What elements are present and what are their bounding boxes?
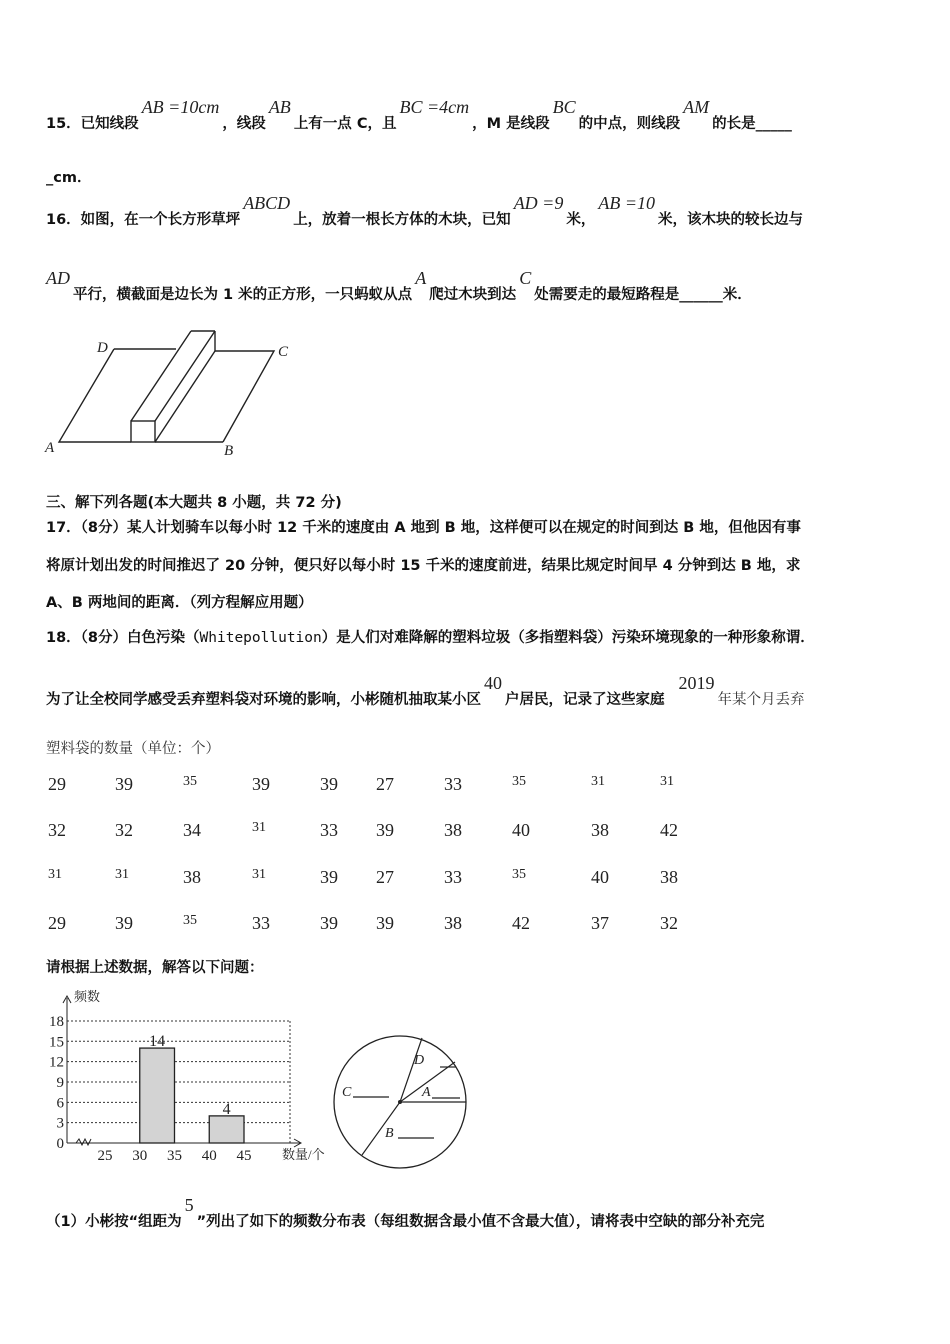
math: BC	[552, 97, 576, 117]
data-cell: 31	[252, 867, 266, 882]
text: Whitepollution	[199, 630, 322, 646]
text: ）是人们对难降解的塑料垃圾（多指塑料袋）污染环境现象的一种形象称谓．	[321, 630, 815, 646]
y-tick-label: 3	[56, 1115, 64, 1132]
text: 处需要走的最短路程是______米．	[534, 287, 752, 303]
data-cell: 38	[444, 820, 462, 840]
text: 17．（8分）某人计划骑车以每小时 12 千米的速度由 A 地到 B 地，这样便可以在规定的时间到达 B 地，但他因有事	[46, 520, 801, 536]
pie-label-a: A	[422, 1085, 431, 1100]
y-axis-label: 频数	[74, 989, 101, 1004]
pie-chart	[0, 0, 480, 1175]
data-cell: 31	[591, 774, 605, 789]
data-cell: 32	[660, 913, 678, 933]
bar-value-label: 14	[149, 1033, 166, 1051]
data-cell: 39	[115, 913, 133, 933]
data-cell: 38	[591, 820, 609, 840]
text: ”列出了如下的频数分布表（每组数据含最小值不含最大值），请将表中空缺的部分补充完	[196, 1214, 765, 1230]
data-cell: 38	[183, 867, 201, 887]
text: 请根据上述数据，解答以下问题：	[46, 960, 264, 976]
bar-value-label: 4	[222, 1100, 231, 1118]
data-cell: 37	[591, 913, 609, 933]
math: AM	[683, 97, 710, 117]
math: ABCD	[243, 193, 291, 213]
data-cell: 33	[444, 867, 462, 887]
data-cell: 42	[512, 913, 530, 933]
pie-label-b: B	[385, 1126, 394, 1141]
math: 2019	[678, 673, 715, 693]
data-cell: 35	[183, 913, 197, 928]
data-cell: 29	[48, 774, 66, 794]
data-cell: 39	[320, 774, 338, 794]
data-cell: 35	[183, 774, 197, 789]
x-tick-label: 40	[201, 1148, 217, 1164]
data-cell: 32	[48, 820, 66, 840]
data-cell: 31	[48, 867, 62, 882]
data-cell: 38	[660, 867, 678, 887]
data-cell: 39	[320, 913, 338, 933]
text: 户居民，记录了这些家庭	[505, 692, 665, 708]
text: 爬过木块到达	[429, 287, 517, 303]
math: 5	[184, 1195, 194, 1215]
data-cell: 31	[115, 867, 129, 882]
y-tick-label: 18	[49, 1013, 64, 1030]
text: 的中点，则线段	[578, 116, 681, 132]
x-tick-label: 25	[97, 1148, 113, 1164]
pie-label-c: C	[342, 1085, 352, 1100]
data-cell: 29	[48, 913, 66, 933]
data-cell: 33	[320, 820, 338, 840]
text: _cm．	[46, 170, 92, 186]
pie-label-d: D	[414, 1053, 425, 1068]
text: 米，该木块的较长边与	[657, 212, 803, 228]
text: 18．（8分）白色污染（	[46, 630, 200, 646]
text: 塑料袋的数量（单位：个）	[46, 741, 220, 757]
text: 年某个月丢弃	[717, 692, 805, 708]
question-18-part-1	[46, 1195, 765, 1231]
data-cell: 39	[320, 867, 338, 887]
math: C	[519, 268, 532, 288]
data-cell: 42	[660, 820, 678, 840]
data-cell: 38	[444, 913, 462, 933]
data-cell: 39	[252, 774, 270, 794]
text: 为了让全校同学感受丢弃塑料袋对环境的影响，小彬随机抽取某小区	[46, 692, 481, 708]
math: BC =4cm	[399, 97, 470, 117]
math: AB =10	[598, 193, 655, 213]
data-cell: 31	[660, 774, 674, 789]
y-tick-label: 6	[56, 1095, 64, 1112]
math: 40	[484, 673, 502, 693]
x-tick-label: 30	[132, 1148, 148, 1164]
text: 三、解下列各题(本大题共 8 小题，共 72 分)	[46, 495, 342, 511]
y-tick-label: 9	[56, 1074, 64, 1091]
y-tick-label: 0	[56, 1136, 64, 1152]
label-d: D	[97, 340, 108, 356]
y-tick-label: 12	[49, 1054, 64, 1071]
data-cell: 35	[512, 867, 526, 882]
text: 16．如图，在一个长方形草坪	[46, 212, 241, 228]
math: AD	[46, 268, 70, 288]
text: 上，放着一根长方体的木块，已知	[293, 212, 511, 228]
data-cell: 40	[591, 867, 609, 887]
data-cell: 33	[444, 774, 462, 794]
x-tick-label: 45	[236, 1148, 252, 1164]
text: A、B 两地间的距离．（列方程解应用题）	[46, 595, 313, 611]
math: A	[415, 268, 427, 288]
text: （1）小彬按“组距为	[46, 1214, 182, 1230]
label-a: A	[45, 440, 55, 456]
data-cell: 33	[252, 913, 270, 933]
data-cell: 34	[183, 820, 201, 840]
data-cell: 39	[376, 820, 394, 840]
data-cell: 27	[376, 774, 394, 794]
label-b: B	[224, 443, 234, 459]
math: AB	[268, 97, 291, 117]
text: 上有一点 C，且	[293, 116, 397, 132]
text: 将原计划出发的时间推迟了 20 分钟，便只好以每小时 15 千米的速度前进，结果比规定时间早 4 分钟到达 B 地，求	[46, 558, 801, 574]
text: 米，	[566, 212, 596, 228]
data-cell: 39	[376, 913, 394, 933]
text: 15．已知线段	[46, 116, 139, 132]
data-cell: 31	[252, 820, 266, 835]
data-cell: 32	[115, 820, 133, 840]
data-cell: 35	[512, 774, 526, 789]
y-tick-label: 15	[49, 1034, 64, 1051]
text: ，M 是线段	[472, 116, 550, 132]
label-c: C	[278, 344, 289, 360]
data-cell: 39	[115, 774, 133, 794]
answer-blank: 的长是_____	[712, 116, 792, 132]
text: ，线段	[222, 116, 266, 132]
x-axis-label: 数量/个	[282, 1147, 325, 1162]
text: 平行，横截面是边长为 1 米的正方形，一只蚂蚁从点	[73, 287, 413, 303]
math: AB =10cm	[141, 97, 220, 117]
math: AD =9	[513, 193, 564, 213]
data-cell: 27	[376, 867, 394, 887]
data-cell: 40	[512, 820, 530, 840]
x-tick-label: 35	[167, 1148, 182, 1164]
